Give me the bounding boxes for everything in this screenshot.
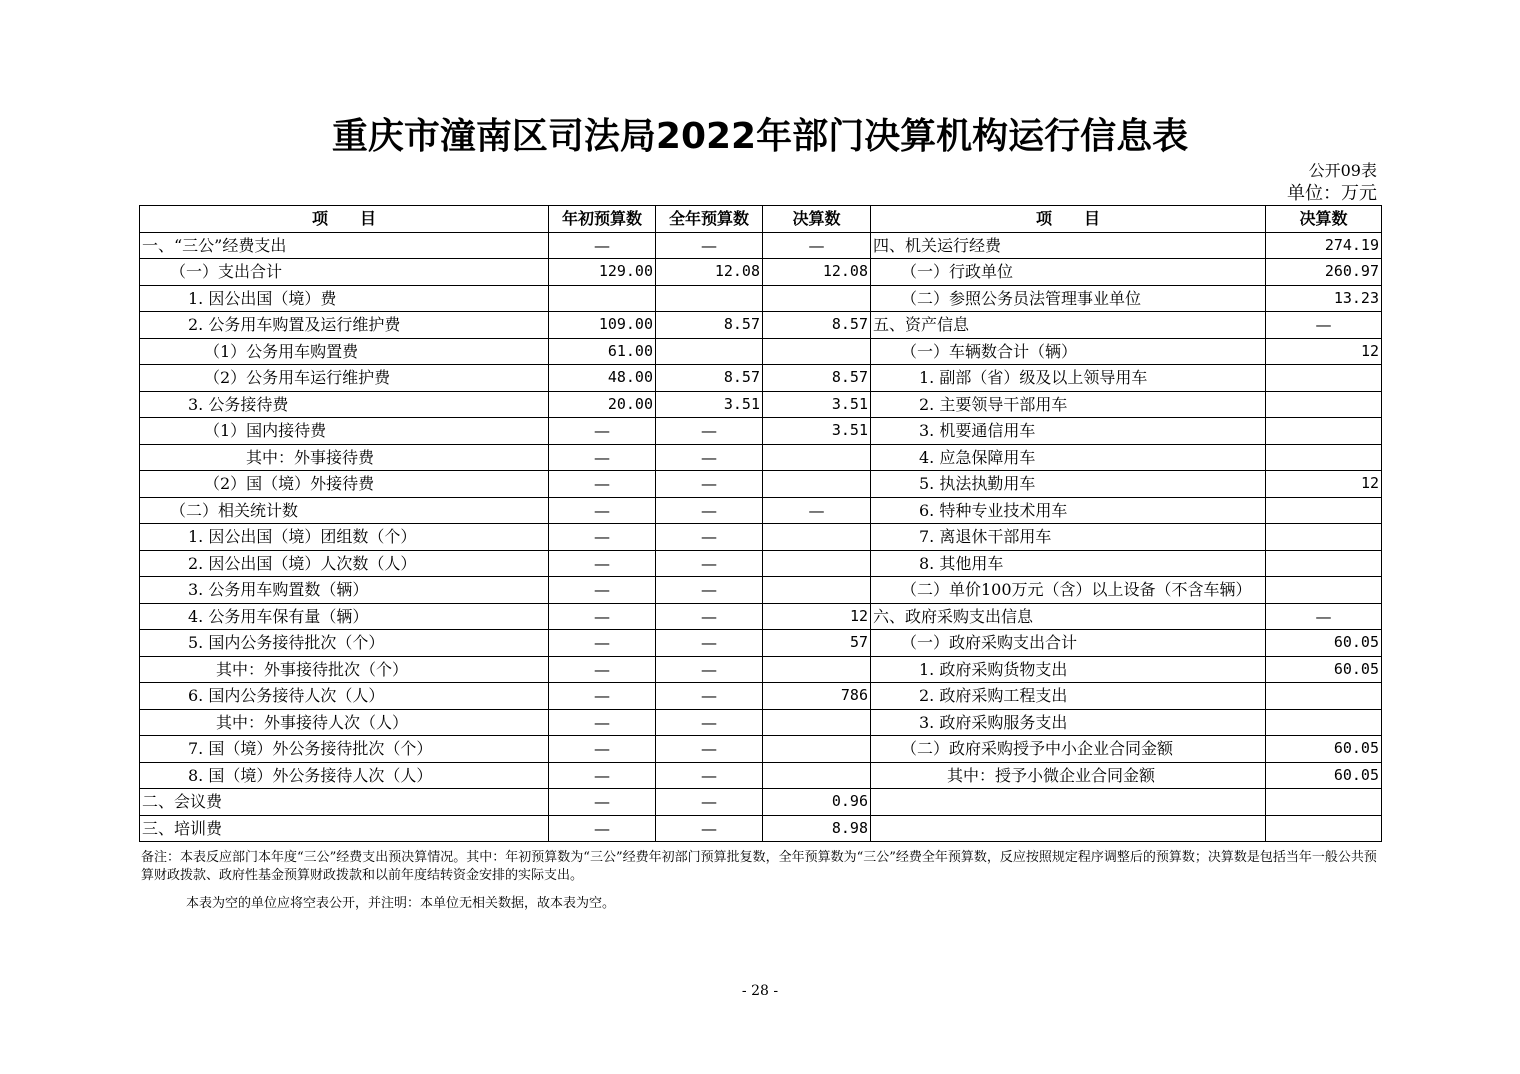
row-final-left: —: [763, 497, 871, 524]
page-number: - 28 -: [741, 983, 779, 999]
row-item-right: （一）车辆数合计（辆）: [871, 338, 1266, 365]
row-final-left: 12: [763, 603, 871, 630]
header-item-left: 项 目: [140, 206, 549, 233]
row-item-right: （二）参照公务员法管理事业单位: [871, 285, 1266, 312]
row-final-right: 12: [1266, 338, 1382, 365]
header-budget-full: 全年预算数: [656, 206, 763, 233]
row-budget-full: —: [656, 550, 763, 577]
row-budget-initial: —: [549, 444, 656, 471]
row-final-left: [763, 736, 871, 763]
row-item-right: 其中：授予小微企业合同金额: [871, 762, 1266, 789]
row-item-left: 一、“三公”经费支出: [140, 232, 549, 259]
row-final-right: —: [1266, 603, 1382, 630]
row-budget-full: —: [656, 815, 763, 842]
row-final-right: [1266, 391, 1382, 418]
unit-label: 单位：万元: [1287, 183, 1377, 204]
row-budget-full: —: [656, 524, 763, 551]
row-item-right: 2. 主要领导干部用车: [871, 391, 1266, 418]
table-row: [140, 391, 1382, 418]
table-header-row: [140, 206, 1382, 233]
row-budget-full: —: [656, 736, 763, 763]
footnote-empty-table: 本表为空的单位应将空表公开，并注明：本单位无相关数据，故本表为空。: [186, 896, 616, 911]
row-item-left: 其中：外事接待费: [140, 444, 549, 471]
row-item-right: [871, 815, 1266, 842]
row-budget-initial: —: [549, 497, 656, 524]
row-budget-full: —: [656, 497, 763, 524]
row-item-right: 1. 政府采购货物支出: [871, 656, 1266, 683]
row-item-left: 2. 因公出国（境）人次数（人）: [140, 550, 549, 577]
row-final-left: 786: [763, 683, 871, 710]
row-budget-initial: —: [549, 789, 656, 816]
row-item-left: 二、会议费: [140, 789, 549, 816]
row-final-right: 60.05: [1266, 656, 1382, 683]
info-table: [139, 205, 1382, 842]
table-row: [140, 656, 1382, 683]
row-item-left: 3. 公务接待费: [140, 391, 549, 418]
row-final-right: [1266, 365, 1382, 392]
row-item-left: 7. 国（境）外公务接待批次（个）: [140, 736, 549, 763]
row-final-right: 13.23: [1266, 285, 1382, 312]
row-final-right: [1266, 709, 1382, 736]
row-budget-full: —: [656, 232, 763, 259]
row-final-left: [763, 577, 871, 604]
row-item-left: （2）国（境）外接待费: [140, 471, 549, 498]
row-item-left: 5. 国内公务接待批次（个）: [140, 630, 549, 657]
row-item-left: 3. 公务用车购置数（辆）: [140, 577, 549, 604]
row-final-right: [1266, 789, 1382, 816]
row-item-right: 6. 特种专业技术用车: [871, 497, 1266, 524]
row-budget-initial: —: [549, 550, 656, 577]
row-item-right: 1. 副部（省）级及以上领导用车: [871, 365, 1266, 392]
row-item-right: 五、资产信息: [871, 312, 1266, 339]
row-budget-initial: —: [549, 232, 656, 259]
table-row: [140, 338, 1382, 365]
row-final-left: [763, 471, 871, 498]
table-row: [140, 365, 1382, 392]
row-budget-full: —: [656, 762, 763, 789]
row-final-left: —: [763, 232, 871, 259]
row-budget-initial: —: [549, 603, 656, 630]
row-item-right: 六、政府采购支出信息: [871, 603, 1266, 630]
table-row: [140, 815, 1382, 842]
table-row: [140, 444, 1382, 471]
row-item-right: 5. 执法执勤用车: [871, 471, 1266, 498]
row-final-right: —: [1266, 312, 1382, 339]
table-row: [140, 603, 1382, 630]
row-item-right: 2. 政府采购工程支出: [871, 683, 1266, 710]
row-budget-full: —: [656, 630, 763, 657]
table-row: [140, 789, 1382, 816]
row-item-left: （1）公务用车购置费: [140, 338, 549, 365]
row-final-right: [1266, 815, 1382, 842]
row-item-right: 3. 政府采购服务支出: [871, 709, 1266, 736]
row-final-right: [1266, 418, 1382, 445]
row-item-left: （2）公务用车运行维护费: [140, 365, 549, 392]
header-final-left: 决算数: [763, 206, 871, 233]
row-final-left: 57: [763, 630, 871, 657]
row-final-right: [1266, 444, 1382, 471]
table-row: [140, 630, 1382, 657]
row-budget-full: —: [656, 444, 763, 471]
row-budget-full: —: [656, 418, 763, 445]
row-item-left: 1. 因公出国（境）团组数（个）: [140, 524, 549, 551]
row-item-left: 6. 国内公务接待人次（人）: [140, 683, 549, 710]
row-item-right: （一）行政单位: [871, 259, 1266, 286]
row-item-left: 2. 公务用车购置及运行维护费: [140, 312, 549, 339]
row-budget-initial: 129.00: [549, 259, 656, 286]
row-item-right: （二）单价100万元（含）以上设备（不含车辆）: [871, 577, 1266, 604]
row-final-right: [1266, 524, 1382, 551]
row-budget-full: [656, 285, 763, 312]
row-budget-initial: —: [549, 815, 656, 842]
row-budget-initial: [549, 285, 656, 312]
row-item-right: （一）政府采购支出合计: [871, 630, 1266, 657]
row-final-right: 60.05: [1266, 736, 1382, 763]
row-budget-full: —: [656, 577, 763, 604]
row-final-left: 8.98: [763, 815, 871, 842]
row-item-right: 3. 机要通信用车: [871, 418, 1266, 445]
header-item-right: 项 目: [871, 206, 1266, 233]
table-row: [140, 497, 1382, 524]
row-budget-initial: —: [549, 630, 656, 657]
row-budget-initial: —: [549, 524, 656, 551]
row-final-right: 274.19: [1266, 232, 1382, 259]
row-final-right: 60.05: [1266, 630, 1382, 657]
row-item-right: 四、机关运行经费: [871, 232, 1266, 259]
header-final-right: 决算数: [1266, 206, 1382, 233]
table-row: [140, 524, 1382, 551]
row-item-left: 1. 因公出国（境）费: [140, 285, 549, 312]
table-row: [140, 683, 1382, 710]
table-row: [140, 232, 1382, 259]
table-row: [140, 312, 1382, 339]
row-final-right: 12: [1266, 471, 1382, 498]
table-row: [140, 577, 1382, 604]
row-budget-initial: 20.00: [549, 391, 656, 418]
row-final-left: 3.51: [763, 418, 871, 445]
table-row: [140, 550, 1382, 577]
row-final-left: 0.96: [763, 789, 871, 816]
row-budget-full: [656, 338, 763, 365]
row-final-right: 260.97: [1266, 259, 1382, 286]
row-item-left: （一）支出合计: [140, 259, 549, 286]
row-budget-initial: —: [549, 471, 656, 498]
row-item-left: 三、培训费: [140, 815, 549, 842]
row-budget-full: —: [656, 603, 763, 630]
row-final-left: 3.51: [763, 391, 871, 418]
row-budget-initial: —: [549, 656, 656, 683]
row-final-left: [763, 709, 871, 736]
row-budget-full: —: [656, 656, 763, 683]
row-final-left: [763, 338, 871, 365]
table-row: [140, 259, 1382, 286]
row-final-left: [763, 524, 871, 551]
table-row: [140, 285, 1382, 312]
header-budget-initial: 年初预算数: [549, 206, 656, 233]
row-final-left: [763, 656, 871, 683]
row-item-left: 4. 公务用车保有量（辆）: [140, 603, 549, 630]
row-final-right: [1266, 683, 1382, 710]
row-budget-initial: —: [549, 736, 656, 763]
row-budget-initial: —: [549, 709, 656, 736]
table-row: [140, 736, 1382, 763]
table-row: [140, 418, 1382, 445]
row-final-left: [763, 762, 871, 789]
row-budget-initial: 61.00: [549, 338, 656, 365]
row-final-left: 8.57: [763, 365, 871, 392]
row-final-left: 8.57: [763, 312, 871, 339]
row-item-right: 7. 离退休干部用车: [871, 524, 1266, 551]
row-final-right: [1266, 497, 1382, 524]
row-budget-initial: —: [549, 683, 656, 710]
row-budget-initial: 109.00: [549, 312, 656, 339]
row-final-right: 60.05: [1266, 762, 1382, 789]
row-budget-full: —: [656, 471, 763, 498]
row-budget-full: 3.51: [656, 391, 763, 418]
table-row: [140, 709, 1382, 736]
row-final-right: [1266, 577, 1382, 604]
row-final-left: 12.08: [763, 259, 871, 286]
row-budget-full: 8.57: [656, 312, 763, 339]
row-budget-initial: —: [549, 577, 656, 604]
row-item-right: [871, 789, 1266, 816]
table-row: [140, 762, 1382, 789]
row-item-left: （1）国内接待费: [140, 418, 549, 445]
row-budget-full: 8.57: [656, 365, 763, 392]
row-budget-initial: 48.00: [549, 365, 656, 392]
row-item-left: 其中：外事接待批次（个）: [140, 656, 549, 683]
row-item-right: 4. 应急保障用车: [871, 444, 1266, 471]
row-final-left: [763, 285, 871, 312]
row-budget-initial: —: [549, 418, 656, 445]
page-title: 重庆市潼南区司法局2022年部门决算机构运行信息表: [331, 116, 1189, 157]
row-final-left: [763, 444, 871, 471]
table-code: 公开09表: [1308, 161, 1377, 180]
row-final-left: [763, 550, 871, 577]
row-item-right: （二）政府采购授予中小企业合同金额: [871, 736, 1266, 763]
row-item-left: 8. 国（境）外公务接待人次（人）: [140, 762, 549, 789]
row-final-right: [1266, 550, 1382, 577]
row-budget-full: —: [656, 683, 763, 710]
row-budget-full: —: [656, 789, 763, 816]
row-item-left: （二）相关统计数: [140, 497, 549, 524]
footnote: 备注：本表反应部门本年度“三公”经费支出预决算情况。其中：年初预算数为“三公”经费年初部门预算批复数，全年预算数为“三公”经费全年预算数，反应按照规定程序调整后的预算数；决算数是包括当年一般公共预算财政拨款、政府性基金预算财政拨款和以前年度结转资金安排的实际支出。: [141, 850, 1377, 883]
row-budget-full: 12.08: [656, 259, 763, 286]
row-item-left: 其中：外事接待人次（人）: [140, 709, 549, 736]
row-budget-initial: —: [549, 762, 656, 789]
row-item-right: 8. 其他用车: [871, 550, 1266, 577]
row-budget-full: —: [656, 709, 763, 736]
table-row: [140, 471, 1382, 498]
